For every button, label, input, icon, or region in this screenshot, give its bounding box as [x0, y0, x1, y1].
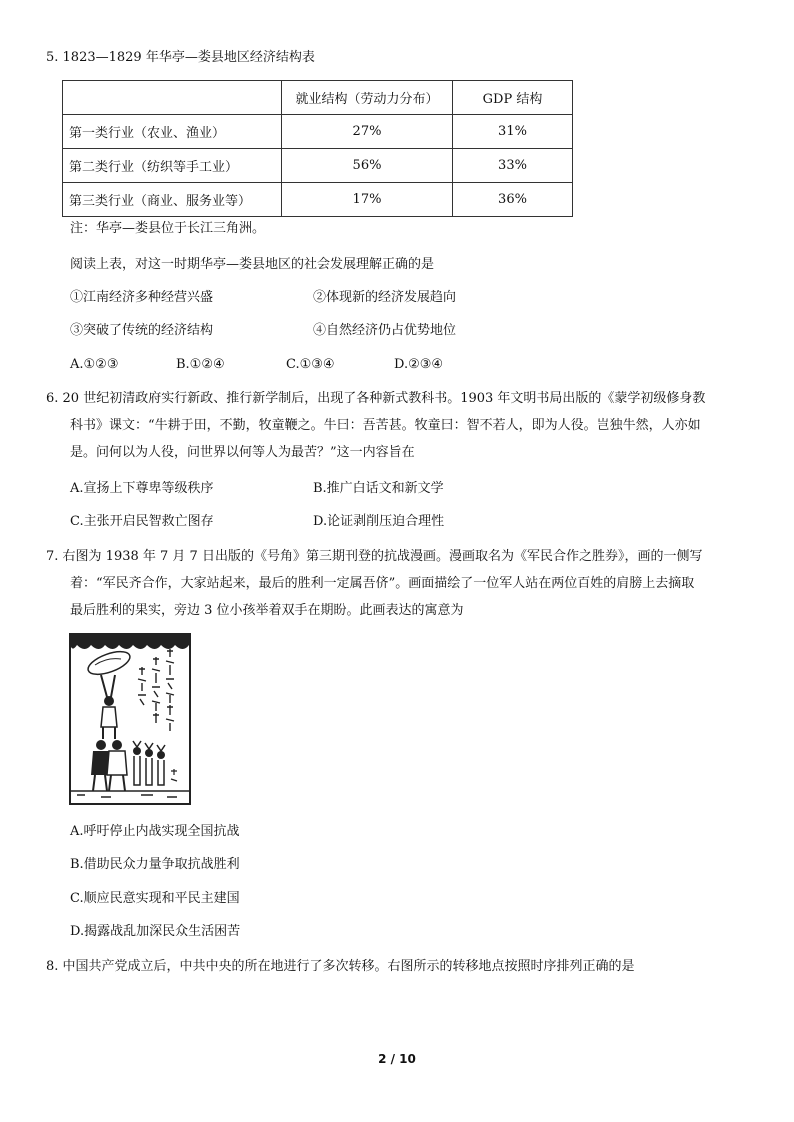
- q6-option-d: D.论证剥削压迫合理性: [313, 514, 445, 529]
- table-cell: 31%: [453, 115, 573, 149]
- table-cell: 第三类行业（商业、服务业等）: [63, 183, 282, 217]
- q7-line: 7. 右图为 1938 年 7 月 7 日出版的《号角》第三期刊登的抗战漫画。漫画取名为《军民合作之胜券》，画的一侧写: [46, 549, 703, 564]
- table-cell: 33%: [453, 149, 573, 183]
- q7-option-a: A.呼吁停止内战实现全国抗战: [70, 824, 240, 839]
- table-header-row: [63, 81, 573, 115]
- q5-note: 注：华亭—娄县位于长江三角洲。: [70, 221, 266, 236]
- q7-option-c: C.顺应民意实现和平民主建国: [70, 891, 240, 906]
- table-cell: 第二类行业（纺织等手工业）: [63, 149, 282, 183]
- table-header-cell: 就业结构（劳动力分布）: [282, 81, 453, 115]
- table-row: [63, 115, 573, 149]
- q6-option-b: B.推广白话文和新文学: [313, 481, 444, 496]
- q5-option-b: B.①②④: [176, 357, 225, 372]
- q5-option-c: C.①③④: [286, 357, 335, 372]
- economic-structure-table: [62, 80, 573, 217]
- anti-war-cartoon-image: [69, 633, 191, 805]
- q5-option-a: A.①②③: [70, 357, 119, 372]
- q7-option-d: D.揭露战乱加深民众生活困苦: [70, 924, 241, 939]
- q5-item: ④自然经济仍占优势地位: [313, 323, 457, 338]
- q7-line: 最后胜利的果实，旁边 3 位小孩举着双手在期盼。此画表达的寓意为: [70, 603, 464, 618]
- q6-line: 是。问何以为人役，问世界以何等人为最苦？”这一内容旨在: [70, 445, 415, 460]
- table-cell: 17%: [282, 183, 453, 217]
- table-cell: 56%: [282, 149, 453, 183]
- q5-option-d: D.②③④: [394, 357, 444, 372]
- q6-option-a: A.宣扬上下尊卑等级秩序: [70, 481, 214, 496]
- table-cell: 36%: [453, 183, 573, 217]
- table-row: [63, 183, 573, 217]
- q5-stem: 阅读上表，对这一时期华亭—娄县地区的社会发展理解正确的是: [70, 257, 435, 272]
- q6-line: 科书》课文：“牛耕于田，不勤，牧童鞭之。牛曰：吾苦甚。牧童曰：智不若人，即为人役。岂独牛然，人亦如: [70, 418, 701, 433]
- q5-item: ①江南经济多种经营兴盛: [70, 290, 214, 305]
- table-header-cell: [63, 81, 282, 115]
- q7-line: 着：“军民齐合作，大家站起来，最后的胜利一定属吾侪”。画面描绘了一位军人站在两位百姓的肩膀上去摘取: [70, 576, 695, 591]
- table-cell: 第一类行业（农业、渔业）: [63, 115, 282, 149]
- q6-line: 6. 20 世纪初清政府实行新政、推行新学制后，出现了各种新式教科书。1903 年文明书局出版的《蒙学初级修身教: [46, 391, 706, 406]
- q5-title: 5. 1823—1829 年华亭—娄县地区经济结构表: [46, 50, 315, 65]
- table-header-cell: GDP 结构: [453, 81, 573, 115]
- q5-item: ③突破了传统的经济结构: [70, 323, 214, 338]
- table-row: [63, 149, 573, 183]
- page-number: 2 / 10: [378, 1052, 416, 1066]
- q7-option-b: B.借助民众力量争取抗战胜利: [70, 857, 240, 872]
- q6-option-c: C.主张开启民智救亡图存: [70, 514, 214, 529]
- q5-item: ②体现新的经济发展趋向: [313, 290, 457, 305]
- table-cell: 27%: [282, 115, 453, 149]
- q8-line: 8. 中国共产党成立后，中共中央的所在地进行了多次转移。右图所示的转移地点按照时序排列正确的是: [46, 959, 635, 974]
